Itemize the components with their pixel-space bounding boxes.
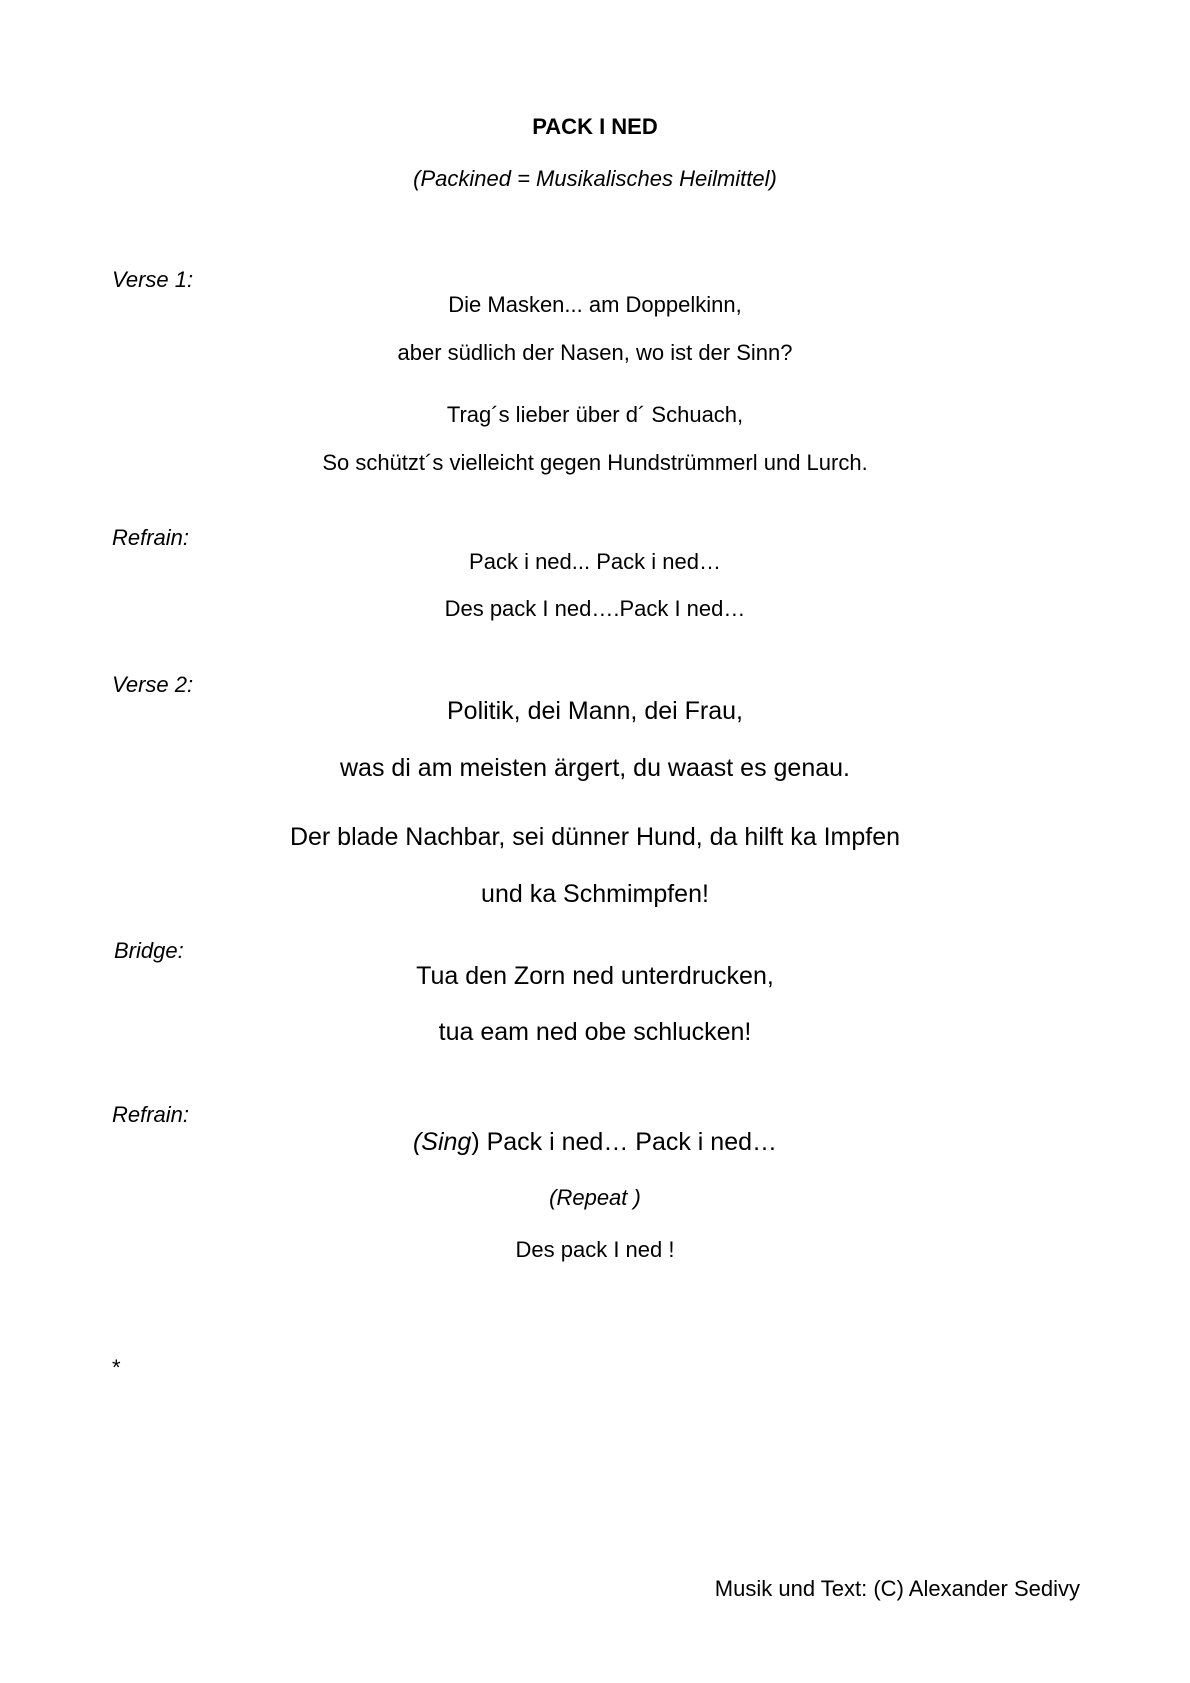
sing-prefix: (Sing (412, 1128, 472, 1156)
bridge-label: Bridge: (114, 938, 184, 963)
verse2-line-2: was di am meisten ärgert, du waast es genau. (340, 754, 850, 782)
verse2-line-1: Politik, dei Mann, dei Frau, (447, 697, 743, 725)
refrain2-sing-line (0, 1130, 1190, 1155)
refrain2-repeat: (Repeat ) (549, 1185, 641, 1210)
verse2-line-4: und ka Schmimpfen! (481, 880, 709, 908)
song-title: PACK I NED (532, 114, 658, 139)
song-subtitle: (Packined = Musikalisches Heilmittel) (413, 166, 777, 191)
verse1-line-2: aber südlich der Nasen, wo ist der Sinn? (397, 340, 793, 365)
refrain1-label: Refrain: (112, 525, 190, 550)
bridge-line-1: Tua den Zorn ned unterdrucken, (416, 962, 774, 990)
refrain2-final: Des pack I ned ! (515, 1237, 675, 1262)
verse2-label: Verse 2: (112, 672, 194, 697)
verse2-line-3: Der blade Nachbar, sei dünner Hund, da hilft ka Impfen (289, 823, 901, 851)
verse1-line-3: Trag´s lieber über d´ Schuach, (446, 402, 744, 427)
asterisk-mark: * (112, 1355, 121, 1380)
refrain2-label: Refrain: (112, 1102, 190, 1127)
refrain1-line-1: Pack i ned... Pack i ned… (469, 549, 721, 574)
sing-rest: Pack i ned… Pack i ned… (479, 1128, 778, 1156)
verse1-line-1: Die Masken... am Doppelkinn, (448, 292, 742, 317)
refrain1-line-2: Des pack I ned….Pack I ned… (444, 596, 746, 621)
credit-line: Musik und Text: (C) Alexander Sedivy (714, 1576, 1080, 1601)
verse1-line-4: So schützt´s vielleicht gegen Hundstrümmerl und Lurch. (322, 450, 868, 475)
sing-close: ) (471, 1128, 480, 1156)
verse1-label: Verse 1: (112, 267, 194, 292)
bridge-line-2: tua eam ned obe schlucken! (438, 1018, 752, 1046)
